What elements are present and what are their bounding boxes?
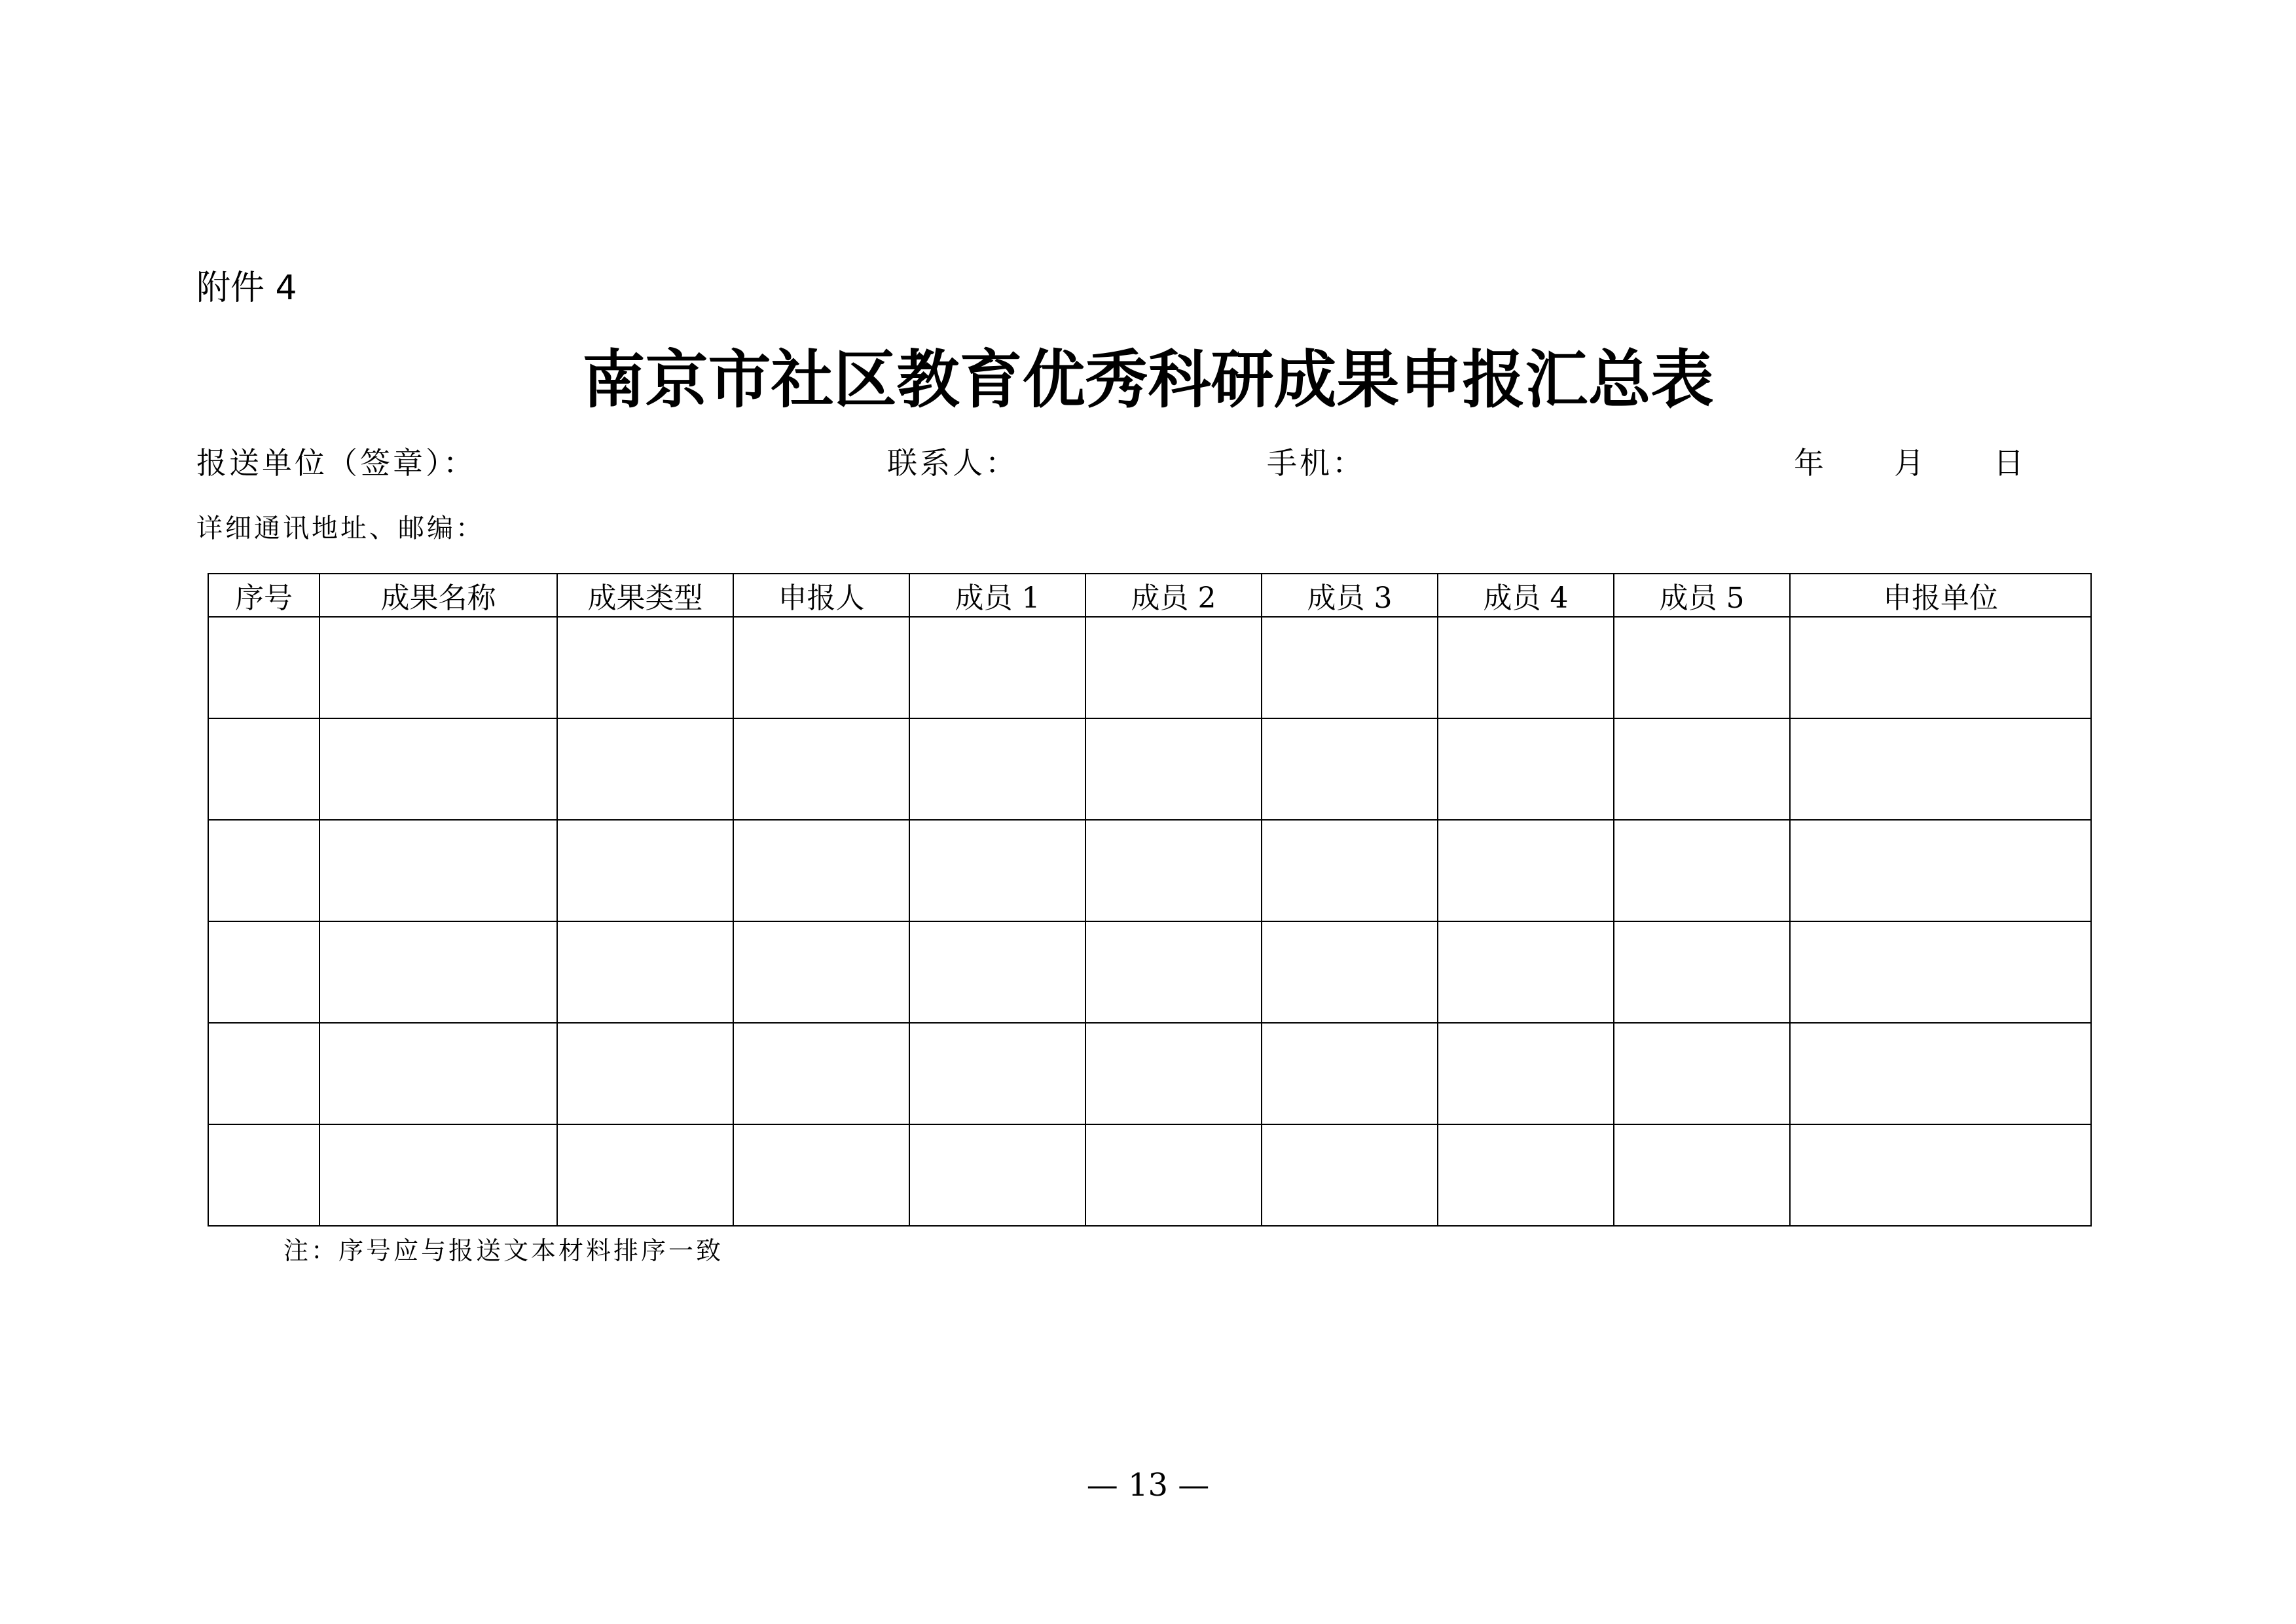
column-header-serial: 序号 [208,574,319,617]
table-cell[interactable] [909,1023,1085,1124]
address-label: 详细通讯地址、邮编： [196,513,484,544]
table-cell[interactable] [733,921,909,1023]
table-cell[interactable] [1438,1124,1614,1226]
year-label: 年 [1794,445,1827,481]
table-row [208,820,2091,921]
table-cell[interactable] [909,718,1085,820]
table-cell[interactable] [1790,921,2091,1023]
column-header-achievement-name: 成果名称 [319,574,557,617]
table-cell[interactable] [1438,820,1614,921]
table-cell[interactable] [909,921,1085,1023]
table-cell[interactable] [733,718,909,820]
table-cell[interactable] [208,718,319,820]
table-cell[interactable] [208,1124,319,1226]
column-header-applying-unit: 申报单位 [1790,574,2091,617]
contact-person-label: 联系人： [887,445,1018,481]
table-cell[interactable] [909,820,1085,921]
table-cell[interactable] [1614,921,1790,1023]
table-cell[interactable] [909,617,1085,718]
table-row [208,921,2091,1023]
table-cell[interactable] [1085,1124,1262,1226]
table-cell[interactable] [1262,617,1438,718]
page-number: — 13 — [1086,1467,1210,1504]
table-cell[interactable] [1085,1023,1262,1124]
table-cell[interactable] [1614,1023,1790,1124]
table-cell[interactable] [1085,921,1262,1023]
table-row [208,1124,2091,1226]
column-header-member-5: 成员 5 [1614,574,1790,617]
table-cell[interactable] [1614,718,1790,820]
table-cell[interactable] [1790,820,2091,921]
column-header-applicant: 申报人 [733,574,909,617]
month-label: 月 [1894,445,1927,481]
table-cell[interactable] [557,820,733,921]
table-cell[interactable] [1614,820,1790,921]
column-header-member-2: 成员 2 [1085,574,1262,617]
table-cell[interactable] [319,617,557,718]
table-cell[interactable] [1438,1023,1614,1124]
table-cell[interactable] [1614,1124,1790,1226]
table-cell[interactable] [319,820,557,921]
table-cell[interactable] [1438,921,1614,1023]
table-cell[interactable] [1085,820,1262,921]
table-cell[interactable] [319,1023,557,1124]
column-header-member-4: 成员 4 [1438,574,1614,617]
table-cell[interactable] [1790,718,2091,820]
table-cell[interactable] [1262,718,1438,820]
table-cell[interactable] [1614,617,1790,718]
table-cell[interactable] [1790,1124,2091,1226]
table-cell[interactable] [1262,1023,1438,1124]
table-cell[interactable] [1262,921,1438,1023]
table-cell[interactable] [557,921,733,1023]
table-cell[interactable] [733,617,909,718]
table-cell[interactable] [733,1023,909,1124]
table-cell[interactable] [1790,1023,2091,1124]
table-cell[interactable] [1262,820,1438,921]
table-row [208,718,2091,820]
footnote: 注：序号应与报送文本材料排序一致 [283,1236,724,1265]
table-cell[interactable] [1262,1124,1438,1226]
table-cell[interactable] [208,1023,319,1124]
table-cell[interactable] [1085,718,1262,820]
table-cell[interactable] [733,820,909,921]
column-header-achievement-type: 成果类型 [557,574,733,617]
table-cell[interactable] [557,617,733,718]
table-cell[interactable] [909,1124,1085,1226]
table-cell[interactable] [1085,617,1262,718]
submitting-unit-label: 报送单位（签章）： [196,445,476,481]
document-title: 南京市社区教育优秀科研成果申报汇总表 [582,342,1714,416]
column-header-member-3: 成员 3 [1262,574,1438,617]
table-cell[interactable] [1438,718,1614,820]
table-cell[interactable] [208,921,319,1023]
table-cell[interactable] [557,1023,733,1124]
table-cell[interactable] [733,1124,909,1226]
mobile-label: 手机： [1267,445,1365,481]
table-cell[interactable] [208,820,319,921]
table-cell[interactable] [557,1124,733,1226]
summary-table [208,573,2092,1227]
table-row [208,617,2091,718]
table-cell[interactable] [1790,617,2091,718]
table-cell[interactable] [319,921,557,1023]
table-cell[interactable] [557,718,733,820]
table-row [208,1023,2091,1124]
table-cell[interactable] [208,617,319,718]
column-header-member-1: 成员 1 [909,574,1085,617]
day-label: 日 [1994,445,2026,481]
table-cell[interactable] [1438,617,1614,718]
table-cell[interactable] [319,1124,557,1226]
table-cell[interactable] [319,718,557,820]
table-header-row [208,574,2091,617]
attachment-label: 附件 4 [196,268,297,308]
table-body [208,617,2091,1226]
